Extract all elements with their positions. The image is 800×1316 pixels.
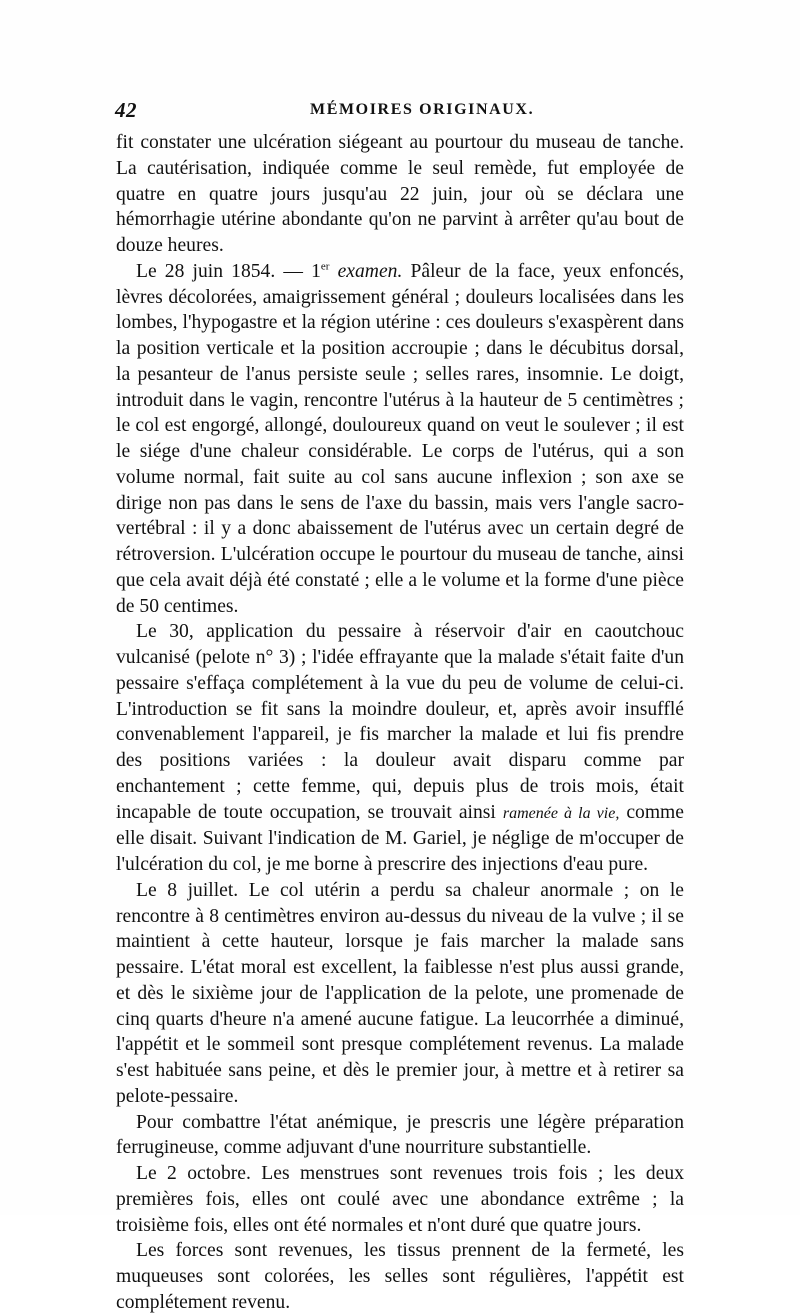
paragraph (116, 259, 684, 620)
text-run (329, 261, 337, 282)
text-run: Le 28 juin 1854. — 1 (136, 260, 321, 282)
text-run: examen. (337, 260, 403, 282)
paragraph (116, 619, 684, 878)
page-number: 42 (115, 98, 137, 122)
text-run: Les forces sont revenues, les tissus prennent de la fermeté, les muqueuses sont colorées, les selles sont régulières, l'appétit est complétement revenu. (116, 1240, 684, 1313)
paragraph (116, 1161, 684, 1238)
paragraph (116, 878, 684, 1110)
body-text (116, 130, 684, 1316)
text-run: Pour combattre l'état anémique, je prescris une légère préparation ferrugineuse, comme adjuvant d'une nourriture substantielle. (116, 1111, 684, 1159)
text-run: comme elle disait. Suivant l'indication de M. Gariel, je néglige de m'occuper de l'ulcération du col, je me borne à prescrire des injections d'eau pure. (116, 801, 684, 875)
paragraph (116, 1238, 684, 1315)
text-run: Le 8 juillet. Le col utérin a perdu sa chaleur anormale ; on le rencontre à 8 centimètres environ au-dessus du niveau de la vulve ; il se maintient à cette hauteur, lorsque je fais marcher la malade sans pessaire. L'état moral est excellent, la faiblesse n'est plus aussi grande, et dès le sixième jour de l'application de la pelote, une promenade de cinq quarts d'heure n'a amené aucune fatigue. La leucorrhée a diminué, l'appétit et le sommeil sont presque complétement revenus. La malade s'est habituée sans peine, et dès le premier jour, à mettre et à retirer sa pelote-pessaire. (116, 879, 684, 1107)
paragraph (116, 130, 684, 259)
text-run: Pâleur de la face, yeux enfoncés, lèvres décolorées, amaigrissement général ; douleurs localisées dans les lombes, l'hypogastre et la région utérine : ces douleurs s'exaspèrent dans la position verticale et la position accroupie ; dans le décubitus dorsal, la pesanteur de l'anus persiste seule ; selles rares, insomnie. Le doigt, introduit dans le vagin, rencontre l'utérus à la hauteur de 5 centimètres ; le col est engorgé, allongé, douloureux quand on veut le soulever ; il est le siége d'une chaleur considérable. Le corps de l'utérus, qui a son volume normal, fait suite au col sans aucune inflexion ; son axe se dirige non pas dans le sens de l'axe du bassin, mais vers l'angle sacro-vertébral : il y a donc abaissement de l'utérus avec un certain degré de rétroversion. L'ulcération occupe le pourtour du museau de tanche, ainsi que cela avait déjà été constaté ; elle a le volume et la forme d'une pièce de 50 centimes. (116, 260, 684, 617)
text-run: fit constater une ulcération siégeant au pourtour du museau de tanche. La cautérisation, indiquée comme le seul remède, fut employée de quatre en quatre jours jusqu'au 22 juin, jour où se déclara une hémorrhagie utérine abondante qu'on ne parvint à arrêter qu'au bout de douze heures. (116, 132, 684, 256)
paragraph (116, 1110, 684, 1162)
text-run: ramenée à la vie, (502, 804, 620, 822)
page-header (115, 98, 685, 128)
running-title: MÉMOIRES ORIGINAUX. (310, 101, 535, 118)
text-run: Le 30, application du pessaire à réservoir d'air en caoutchouc vulcanisé (pelote n° 3) ; l'idée effrayante que la malade s'était faite d'un pessaire s'effaça complétement à la vue du peu de volume de celui-ci. L'introduction se fit sans la moindre douleur, et, après avoir insufflé convenablement l'appareil, je fis marcher la malade et lui fis prendre des positions variées : la douleur avait disparu comme par enchantement ; cette femme, qui, depuis plus de trois mois, était incapable de toute occupation, se trouvait ainsi (116, 621, 684, 823)
text-run: Le 2 octobre. Les menstrues sont revenues trois fois ; les deux premières fois, elles ont coulé avec une abondance extrême ; la troisième fois, elles ont été normales et n'ont duré que quatre jours. (116, 1163, 684, 1236)
text-run: er (320, 260, 330, 273)
